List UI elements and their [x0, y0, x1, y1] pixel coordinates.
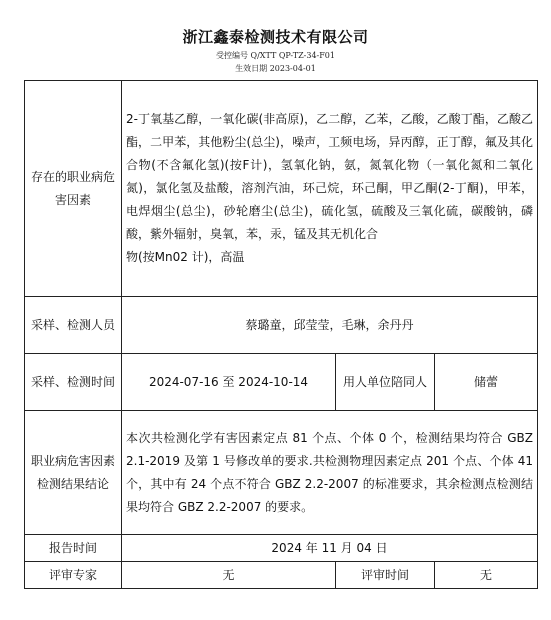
report-time-row	[25, 535, 538, 562]
review-expert-label: 评审专家	[25, 562, 122, 589]
personnel-label: 采样、检测人员	[25, 297, 122, 354]
hazards-text: 2-丁氧基乙醇，一氧化碳(非高原)，乙二醇，乙苯，乙酸，乙酸丁酯，乙酸乙酯，二甲苯，其他粉尘(总尘)，噪声，工频电场，异丙醇，正丁醇，氟及其化合物(不含氟化氢)(按F计)，氢氧化钠，氨，氮氧化物（一氧化氮和二氧化氮)，氯化氢及盐酸，溶剂汽油，环己烷，环己酮，甲乙酮(2-丁酮)，甲苯，电焊烟尘(总尘)，砂轮磨尘(总尘)，硫化氢，硫酸及三氧化硫，碳酸钠，磷酸，紫外辐射，臭氧，苯，汞，锰及其无机化合	[126, 112, 534, 241]
personnel-row	[25, 297, 538, 354]
effective-date: 生效日期 2023-04-01	[235, 64, 316, 73]
report-time-value: 2024 年 11 月 04 日	[122, 535, 538, 562]
conclusion-text: 本次共检测化学有害因素定点 81 个点、个体 0 个，检测结果均符合 GBZ 2.1-2019 及第 1 号修改单的要求.共检测物理因素定点 201 个点、个体 41 个，其中有 24 个点不符合 GBZ 2.2-2007 的标准要求，其余检测点检测结果均符合 GBZ 2.2-2007 的要求。	[122, 411, 538, 535]
personnel-value: 蔡璐童，邱莹莹，毛琳，余丹丹	[122, 297, 538, 354]
hazards-cell	[122, 81, 538, 297]
review-expert-value: 无	[122, 562, 336, 589]
review-time-value: 无	[435, 562, 538, 589]
time-value: 2024-07-16 至 2024-10-14	[122, 354, 336, 411]
hazards-label: 存在的职业病危害因素	[25, 81, 122, 297]
escort-value: 储蕾	[435, 354, 538, 411]
report-time-label: 报告时间	[25, 535, 122, 562]
time-row	[25, 354, 538, 411]
report-table	[24, 80, 538, 589]
conclusion-label: 职业病危害因素检测结果结论	[25, 411, 122, 535]
hazards-text-last: 物(按Mn02 计)，高温	[126, 250, 245, 264]
review-time-label: 评审时间	[336, 562, 435, 589]
company-title: 浙江鑫泰检测技术有限公司	[182, 28, 369, 46]
hazards-row	[25, 81, 538, 297]
time-label: 采样、检测时间	[25, 354, 122, 411]
review-row	[25, 562, 538, 589]
escort-label: 用人单位陪同人	[336, 354, 435, 411]
conclusion-row	[25, 411, 538, 535]
control-number: 受控编号 Q/XTT QP-TZ-34-F01	[216, 51, 335, 60]
